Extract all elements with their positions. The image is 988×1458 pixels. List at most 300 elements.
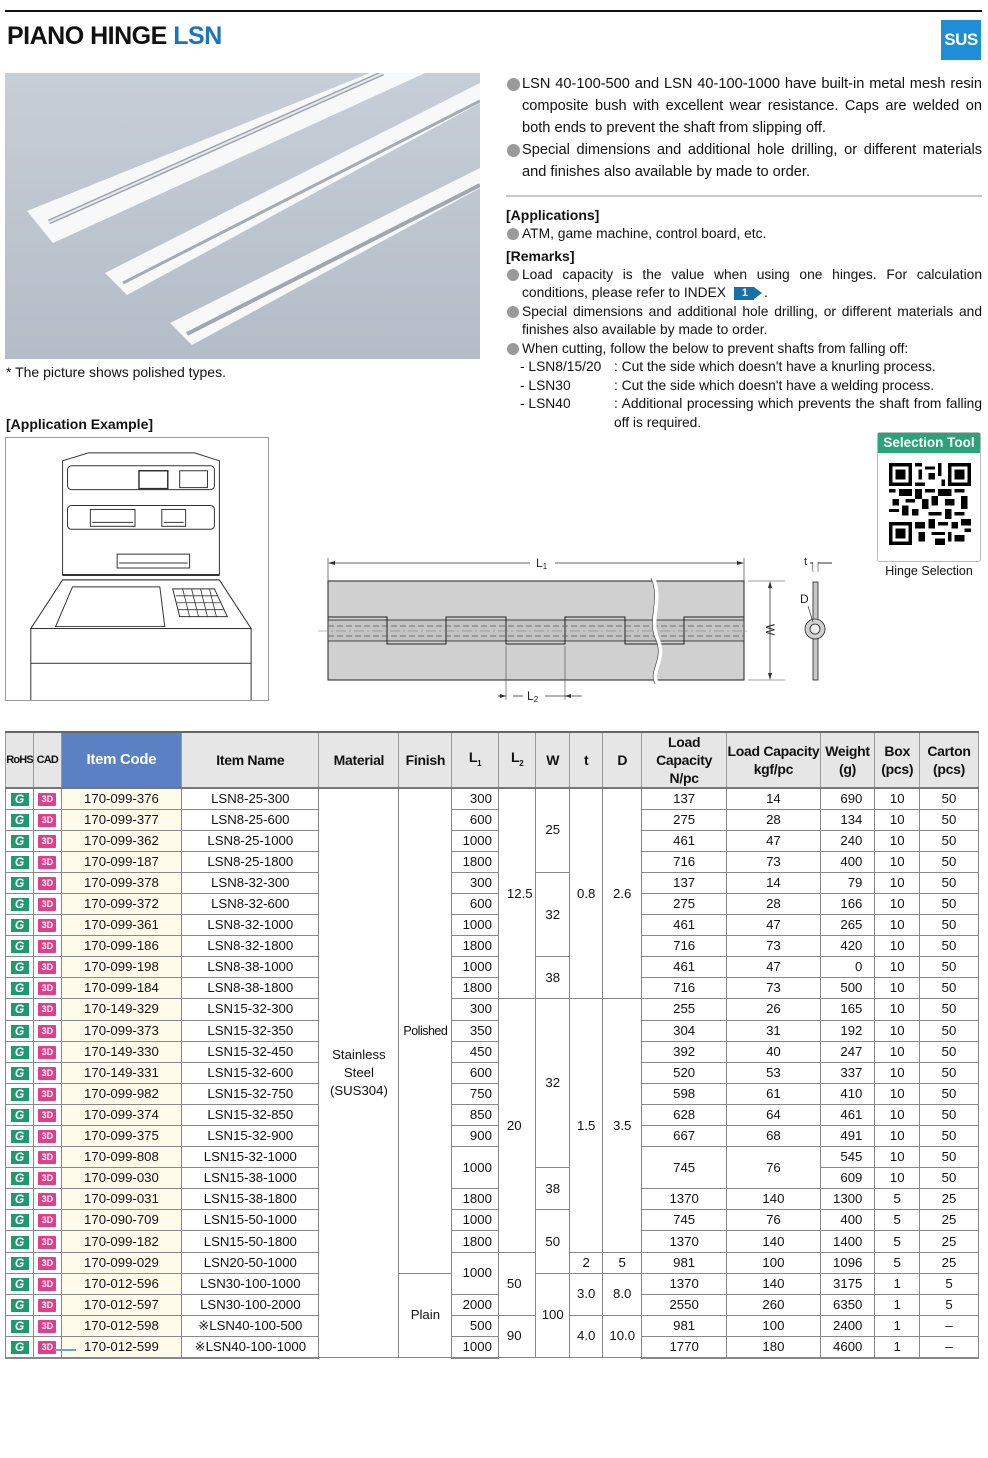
divider (506, 195, 982, 197)
table-row (6, 999, 979, 1020)
col-l2: $L_2$ (498, 732, 536, 788)
item-name: LSN30-100-2000 (182, 1294, 319, 1315)
cad-3d-icon[interactable]: 3D (38, 919, 56, 932)
load-kgf-cell: 76 (727, 1210, 820, 1231)
cad-cell[interactable] (34, 1189, 61, 1210)
table-row (6, 851, 979, 872)
load-n-cell: 1370 (642, 1231, 727, 1252)
item-code[interactable]: 170-149-330 (61, 1041, 182, 1062)
item-code[interactable]: 170-099-031 (61, 1189, 182, 1210)
load-n-cell: 667 (642, 1126, 727, 1147)
cad-cell[interactable] (34, 1273, 61, 1294)
cad-3d-icon[interactable]: 3D (38, 1151, 56, 1164)
item-code[interactable]: 170-099-982 (61, 1083, 182, 1104)
rohs-cell[interactable] (6, 1210, 34, 1231)
l1-cell: 1800 (452, 1231, 499, 1252)
carton-cell: 50 (920, 915, 979, 936)
weight-cell: 400 (820, 851, 875, 872)
table-row (6, 1126, 979, 1147)
svg-text:L1: L1 (536, 556, 548, 571)
qr-code-icon[interactable] (889, 463, 971, 545)
load-kgf-cell: 14 (727, 872, 820, 893)
box-cell: 1 (875, 1294, 920, 1315)
item-name: LSN15-50-1800 (182, 1231, 319, 1252)
cad-cell[interactable] (34, 809, 61, 830)
box-cell: 10 (875, 1147, 920, 1168)
carton-cell: 50 (920, 1083, 979, 1104)
box-cell: 5 (875, 1210, 920, 1231)
carton-cell: 50 (920, 1147, 979, 1168)
load-kgf-cell: 140 (727, 1189, 820, 1210)
rohs-cell[interactable] (6, 851, 34, 872)
rohs-icon[interactable]: G (11, 1046, 29, 1059)
finish-cell: Polished (399, 788, 452, 1273)
w-cell: 32 (536, 872, 569, 956)
carton-cell: 50 (920, 978, 979, 999)
l1-cell: 600 (452, 809, 499, 830)
rohs-icon[interactable]: G (11, 835, 29, 848)
rohs-icon[interactable]: G (11, 1341, 29, 1354)
carton-cell: 25 (920, 1231, 979, 1252)
cad-cell[interactable] (34, 851, 61, 872)
item-code[interactable]: 170-099-030 (61, 1168, 182, 1189)
t-cell: 2 (569, 1252, 602, 1273)
piano-hinge-photo-icon (5, 73, 480, 359)
title-main: PIANO HINGE (7, 22, 167, 50)
rohs-cell[interactable] (6, 1273, 34, 1294)
box-cell: 1 (875, 1315, 920, 1336)
rohs-cell[interactable] (6, 1020, 34, 1041)
item-code[interactable]: 170-099-375 (61, 1126, 182, 1147)
selection-tool-card[interactable] (877, 432, 981, 562)
col-item-name: Item Name (182, 732, 319, 788)
cad-3d-icon[interactable]: 3D (38, 1257, 56, 1270)
load-kgf-cell: 140 (727, 1231, 820, 1252)
box-cell: 10 (875, 978, 920, 999)
load-n-cell: 255 (642, 999, 727, 1020)
box-cell: 1 (875, 1273, 920, 1294)
carton-cell: 25 (920, 1210, 979, 1231)
l1-cell: 2000 (452, 1294, 499, 1315)
application-item: ATM, game machine, control board, etc. (506, 225, 982, 244)
rohs-cell[interactable] (6, 1126, 34, 1147)
weight-cell: 1300 (820, 1189, 875, 1210)
load-n-cell: 716 (642, 851, 727, 872)
cad-cell[interactable] (34, 978, 61, 999)
box-cell: 10 (875, 893, 920, 914)
table-row (6, 809, 979, 830)
table-row (6, 1020, 979, 1041)
item-code[interactable]: 170-099-808 (61, 1147, 182, 1168)
cad-3d-icon[interactable]: 3D (38, 1278, 56, 1291)
cad-cell[interactable] (34, 1147, 61, 1168)
svg-text:D: D (800, 592, 809, 606)
item-name: LSN20-50-1000 (182, 1252, 319, 1273)
cad-cell[interactable] (34, 1062, 61, 1083)
l1-cell: 1000 (452, 830, 499, 851)
item-code[interactable]: 170-099-376 (61, 788, 182, 809)
item-name: LSN15-38-1000 (182, 1168, 319, 1189)
box-cell: 10 (875, 1020, 920, 1041)
item-code[interactable]: 170-099-373 (61, 1020, 182, 1041)
t-cell: 1.5 (569, 999, 602, 1252)
rohs-cell[interactable] (6, 1062, 34, 1083)
remark-load-capacity: Load capacity is the value when using one hinges. For calculation conditions, please refer to INDEX 1 . (506, 266, 982, 303)
l1-cell: 600 (452, 1062, 499, 1083)
weight-cell: 690 (820, 788, 875, 809)
load-kgf-cell: 14 (727, 788, 820, 809)
col-load-n: Load Capacity N/pc (642, 732, 727, 788)
l1-cell: 1000 (452, 1336, 499, 1357)
cad-cell[interactable] (34, 1083, 61, 1104)
box-cell: 5 (875, 1231, 920, 1252)
cad-3d-icon[interactable]: 3D (38, 856, 56, 869)
load-n-cell: 2550 (642, 1294, 727, 1315)
carton-cell: 25 (920, 1252, 979, 1273)
cad-3d-icon[interactable]: 3D (38, 835, 56, 848)
cad-cell[interactable] (34, 1168, 61, 1189)
cad-cell[interactable] (34, 1210, 61, 1231)
box-cell: 10 (875, 957, 920, 978)
table-row (6, 1315, 979, 1336)
carton-cell: 5 (920, 1273, 979, 1294)
product-photo (5, 73, 480, 359)
item-code[interactable]: 170-012-597 (61, 1294, 182, 1315)
item-code[interactable]: 170-099-184 (61, 978, 182, 999)
item-name: LSN8-32-1800 (182, 936, 319, 957)
rohs-cell[interactable] (6, 999, 34, 1020)
rohs-cell[interactable] (6, 809, 34, 830)
item-code[interactable]: 170-099-378 (61, 872, 182, 893)
remarks-heading: [Remarks] (506, 248, 575, 264)
carton-cell: – (920, 1336, 979, 1357)
l1-cell: 1000 (452, 915, 499, 936)
cad-cell[interactable] (34, 1231, 61, 1252)
table-row (6, 957, 979, 978)
cad-3d-icon[interactable]: 3D (38, 1236, 56, 1249)
load-kgf-cell: 76 (727, 1147, 820, 1189)
cad-3d-icon[interactable]: 3D (38, 898, 56, 911)
weight-cell: 2400 (820, 1315, 875, 1336)
rohs-icon[interactable]: G (11, 1151, 29, 1164)
load-kgf-cell: 40 (727, 1041, 820, 1062)
load-kgf-cell: 64 (727, 1104, 820, 1125)
rohs-cell[interactable] (6, 893, 34, 914)
top-rule (5, 10, 982, 12)
cad-cell[interactable] (34, 1126, 61, 1147)
cad-3d-icon[interactable]: 3D (38, 1214, 56, 1227)
cad-cell[interactable] (34, 1041, 61, 1062)
rohs-icon[interactable]: G (11, 982, 29, 995)
col-t: t (569, 732, 602, 788)
rohs-icon[interactable]: G (11, 1257, 29, 1270)
col-d: D (603, 732, 642, 788)
w-cell: 38 (536, 957, 569, 999)
table-row (6, 893, 979, 914)
cad-3d-icon[interactable]: 3D (38, 1130, 56, 1143)
application-example-heading: [Application Example] (6, 416, 154, 432)
cad-3d-icon[interactable]: 3D (38, 1088, 56, 1101)
cad-cell[interactable] (34, 957, 61, 978)
rohs-icon[interactable]: G (11, 1130, 29, 1143)
rohs-icon[interactable]: G (11, 1003, 29, 1016)
index-link[interactable]: 1 (734, 287, 754, 300)
rohs-cell[interactable] (6, 830, 34, 851)
item-name: LSN8-25-1000 (182, 830, 319, 851)
rohs-icon[interactable]: G (11, 940, 29, 953)
item-code[interactable]: 170-099-362 (61, 830, 182, 851)
rohs-icon[interactable]: G (11, 1109, 29, 1122)
item-name: LSN8-32-1000 (182, 915, 319, 936)
item-name: LSN15-32-350 (182, 1020, 319, 1041)
cad-cell[interactable] (34, 1104, 61, 1125)
item-code[interactable]: 170-099-372 (61, 893, 182, 914)
item-name: LSN15-32-300 (182, 999, 319, 1020)
table-row (6, 830, 979, 851)
cad-3d-icon[interactable]: 3D (38, 1025, 56, 1038)
item-code[interactable]: 170-012-596 (61, 1273, 182, 1294)
rohs-icon[interactable]: G (11, 1088, 29, 1101)
weight-cell: 1400 (820, 1231, 875, 1252)
rohs-cell[interactable] (6, 1104, 34, 1125)
rohs-cell[interactable] (6, 915, 34, 936)
table-row (6, 978, 979, 999)
t-cell: 3.0 (569, 1273, 602, 1315)
box-cell: 10 (875, 851, 920, 872)
item-name: LSN15-50-1000 (182, 1210, 319, 1231)
carton-cell: 50 (920, 999, 979, 1020)
rohs-cell[interactable] (6, 1336, 34, 1357)
load-n-cell: 1370 (642, 1189, 727, 1210)
table-row (6, 1336, 979, 1357)
rohs-cell[interactable] (6, 788, 34, 809)
load-n-cell: 461 (642, 957, 727, 978)
item-code[interactable]: 170-099-377 (61, 809, 182, 830)
rohs-icon[interactable]: G (11, 1278, 29, 1291)
rohs-cell[interactable] (6, 1231, 34, 1252)
cad-3d-icon[interactable]: 3D (38, 1193, 56, 1206)
item-name: ※LSN40-100-500 (182, 1315, 319, 1336)
box-cell: 10 (875, 1062, 920, 1083)
cad-3d-icon[interactable]: 3D (38, 1172, 56, 1185)
cad-3d-icon[interactable]: 3D (38, 1109, 56, 1122)
cad-cell[interactable] (34, 1294, 61, 1315)
rohs-icon[interactable]: G (11, 1172, 29, 1185)
cad-3d-icon[interactable]: 3D (38, 982, 56, 995)
weight-cell: 609 (820, 1168, 875, 1189)
load-kgf-cell: 26 (727, 999, 820, 1020)
box-cell: 10 (875, 1104, 920, 1125)
col-item-code: Item Code (61, 732, 182, 788)
col-cad: CAD (34, 732, 61, 788)
d-cell: 3.5 (603, 999, 642, 1252)
table-row (6, 1041, 979, 1062)
weight-cell: 1096 (820, 1252, 875, 1273)
rohs-cell[interactable] (6, 1294, 34, 1315)
item-code[interactable]: 170-099-029 (61, 1252, 182, 1273)
cad-3d-icon[interactable]: 3D (38, 1299, 56, 1312)
rohs-icon[interactable]: G (11, 1236, 29, 1249)
item-name: ※LSN40-100-1000 (182, 1336, 319, 1357)
rohs-cell[interactable] (6, 978, 34, 999)
selection-tool-header: Selection Tool (878, 433, 980, 453)
rohs-icon[interactable]: G (11, 919, 29, 932)
cad-cell[interactable] (34, 830, 61, 851)
load-kgf-cell: 47 (727, 830, 820, 851)
weight-cell: 166 (820, 893, 875, 914)
atm-illustration-icon (6, 438, 268, 700)
carton-cell: 50 (920, 872, 979, 893)
cad-cell[interactable] (34, 1252, 61, 1273)
cad-cell[interactable] (34, 872, 61, 893)
rohs-icon[interactable]: G (11, 793, 29, 806)
load-n-cell: 275 (642, 893, 727, 914)
cad-cell[interactable] (34, 915, 61, 936)
item-name: LSN8-25-300 (182, 788, 319, 809)
w-cell: 100 (536, 1273, 569, 1357)
svg-text:W: W (763, 624, 777, 636)
rohs-icon[interactable]: G (11, 1067, 29, 1080)
rohs-cell[interactable] (6, 1147, 34, 1168)
l1-cell: 850 (452, 1104, 499, 1125)
carton-cell: 50 (920, 893, 979, 914)
box-cell: 10 (875, 872, 920, 893)
rohs-icon[interactable]: G (11, 877, 29, 890)
box-cell: 10 (875, 809, 920, 830)
item-code[interactable]: 170-099-361 (61, 915, 182, 936)
rohs-icon[interactable]: G (11, 898, 29, 911)
rohs-icon[interactable]: G (11, 856, 29, 869)
cad-3d-icon[interactable]: 3D (38, 814, 56, 827)
weight-cell: 240 (820, 830, 875, 851)
item-name: LSN15-32-600 (182, 1062, 319, 1083)
load-n-cell: 461 (642, 915, 727, 936)
load-kgf-cell: 73 (727, 936, 820, 957)
rohs-icon[interactable]: G (11, 1193, 29, 1206)
load-n-cell: 275 (642, 809, 727, 830)
item-code[interactable]: 170-012-598 (61, 1315, 182, 1336)
item-name: LSN8-32-300 (182, 872, 319, 893)
item-code[interactable]: 170-149-331 (61, 1062, 182, 1083)
cutting-rule: - LSN8/15/20 : Cut the side which doesn't have a knurling process. (520, 359, 936, 374)
carton-cell: 50 (920, 851, 979, 872)
l1-cell: 900 (452, 1126, 499, 1147)
cad-3d-icon[interactable]: 3D (38, 940, 56, 953)
box-cell: 5 (875, 1189, 920, 1210)
cutting-rule: - LSN40 : Additional processing which prevents the shaft from falling off is required. (520, 396, 982, 430)
d-cell: 2.6 (603, 788, 642, 999)
rohs-cell[interactable] (6, 1041, 34, 1062)
cad-cell[interactable] (34, 788, 61, 809)
rohs-icon[interactable]: G (11, 1214, 29, 1227)
l1-cell: 600 (452, 893, 499, 914)
item-code[interactable]: 170-149-329 (61, 999, 182, 1020)
rohs-cell[interactable] (6, 1168, 34, 1189)
load-kgf-cell: 100 (727, 1315, 820, 1336)
rohs-icon[interactable]: G (11, 814, 29, 827)
item-code[interactable]: 170-099-374 (61, 1104, 182, 1125)
cad-3d-icon[interactable]: 3D (38, 1046, 56, 1059)
item-code[interactable]: 170-090-709 (61, 1210, 182, 1231)
cad-3d-icon[interactable]: 3D (38, 1067, 56, 1080)
rohs-icon[interactable]: G (11, 1320, 29, 1333)
cad-cell[interactable] (34, 1315, 61, 1336)
load-n-cell: 628 (642, 1104, 727, 1125)
weight-cell: 420 (820, 936, 875, 957)
d-cell: 5 (603, 1252, 642, 1273)
l1-cell: 750 (452, 1083, 499, 1104)
load-kgf-cell: 100 (727, 1252, 820, 1273)
cad-3d-icon[interactable]: 3D (38, 1320, 56, 1333)
remark-special: Special dimensions and additional hole drilling, or different materials and finishes also available by made to order. (506, 303, 982, 340)
rohs-icon[interactable]: G (11, 1299, 29, 1312)
load-kgf-cell: 47 (727, 915, 820, 936)
table-row (6, 936, 979, 957)
w-cell: 25 (536, 788, 569, 872)
rohs-icon[interactable]: G (11, 1025, 29, 1038)
rohs-icon[interactable]: G (11, 961, 29, 974)
col-rohs: RoHS (6, 732, 34, 788)
rohs-cell[interactable] (6, 1189, 34, 1210)
load-kgf-cell: 68 (727, 1126, 820, 1147)
l1-cell: 300 (452, 788, 499, 809)
item-code[interactable]: 170-012-599 (61, 1336, 182, 1357)
cad-3d-icon[interactable]: 3D (38, 961, 56, 974)
item-code[interactable]: 170-099-198 (61, 957, 182, 978)
l2-cell: 50 (498, 1252, 536, 1315)
rohs-cell[interactable] (6, 957, 34, 978)
cad-cell[interactable] (34, 1020, 61, 1041)
cad-cell[interactable] (34, 893, 61, 914)
cutting-rule: - LSN30 : Cut the side which doesn't have a welding process. (520, 377, 935, 393)
cad-3d-icon[interactable]: 3D (38, 1003, 56, 1016)
load-n-cell: 745 (642, 1210, 727, 1231)
dimension-drawing (310, 550, 850, 710)
col-finish: Finish (399, 732, 452, 788)
carton-cell: 50 (920, 1126, 979, 1147)
application-example-figure (5, 437, 269, 701)
box-cell: 10 (875, 1126, 920, 1147)
material-cell: Stainless Steel (SUS304) (319, 788, 399, 1358)
cad-3d-icon[interactable]: 3D (38, 793, 56, 806)
cad-3d-icon[interactable]: 3D (38, 877, 56, 890)
cad-cell[interactable] (34, 1336, 61, 1357)
l1-cell: 350 (452, 1020, 499, 1041)
t-cell: 4.0 (569, 1315, 602, 1357)
l1-cell: 1800 (452, 851, 499, 872)
cad-3d-icon[interactable]: 3D (38, 1341, 56, 1354)
table-row (6, 1231, 979, 1252)
cad-cell[interactable] (34, 999, 61, 1020)
w-cell: 50 (536, 1210, 569, 1273)
item-code[interactable]: 170-099-187 (61, 851, 182, 872)
load-n-cell: 745 (642, 1147, 727, 1189)
rohs-cell[interactable] (6, 936, 34, 957)
rohs-cell[interactable] (6, 1252, 34, 1273)
item-code[interactable]: 170-099-182 (61, 1231, 182, 1252)
col-weight: Weight (g) (820, 732, 875, 788)
rohs-cell[interactable] (6, 1083, 34, 1104)
finish-cell: Plain (399, 1273, 452, 1357)
cad-cell[interactable] (34, 936, 61, 957)
rohs-cell[interactable] (6, 1315, 34, 1336)
item-name: LSN15-38-1800 (182, 1189, 319, 1210)
item-code[interactable]: 170-099-186 (61, 936, 182, 957)
load-n-cell: 598 (642, 1083, 727, 1104)
weight-cell: 265 (820, 915, 875, 936)
rohs-cell[interactable] (6, 872, 34, 893)
col-box: Box (pcs) (875, 732, 920, 788)
